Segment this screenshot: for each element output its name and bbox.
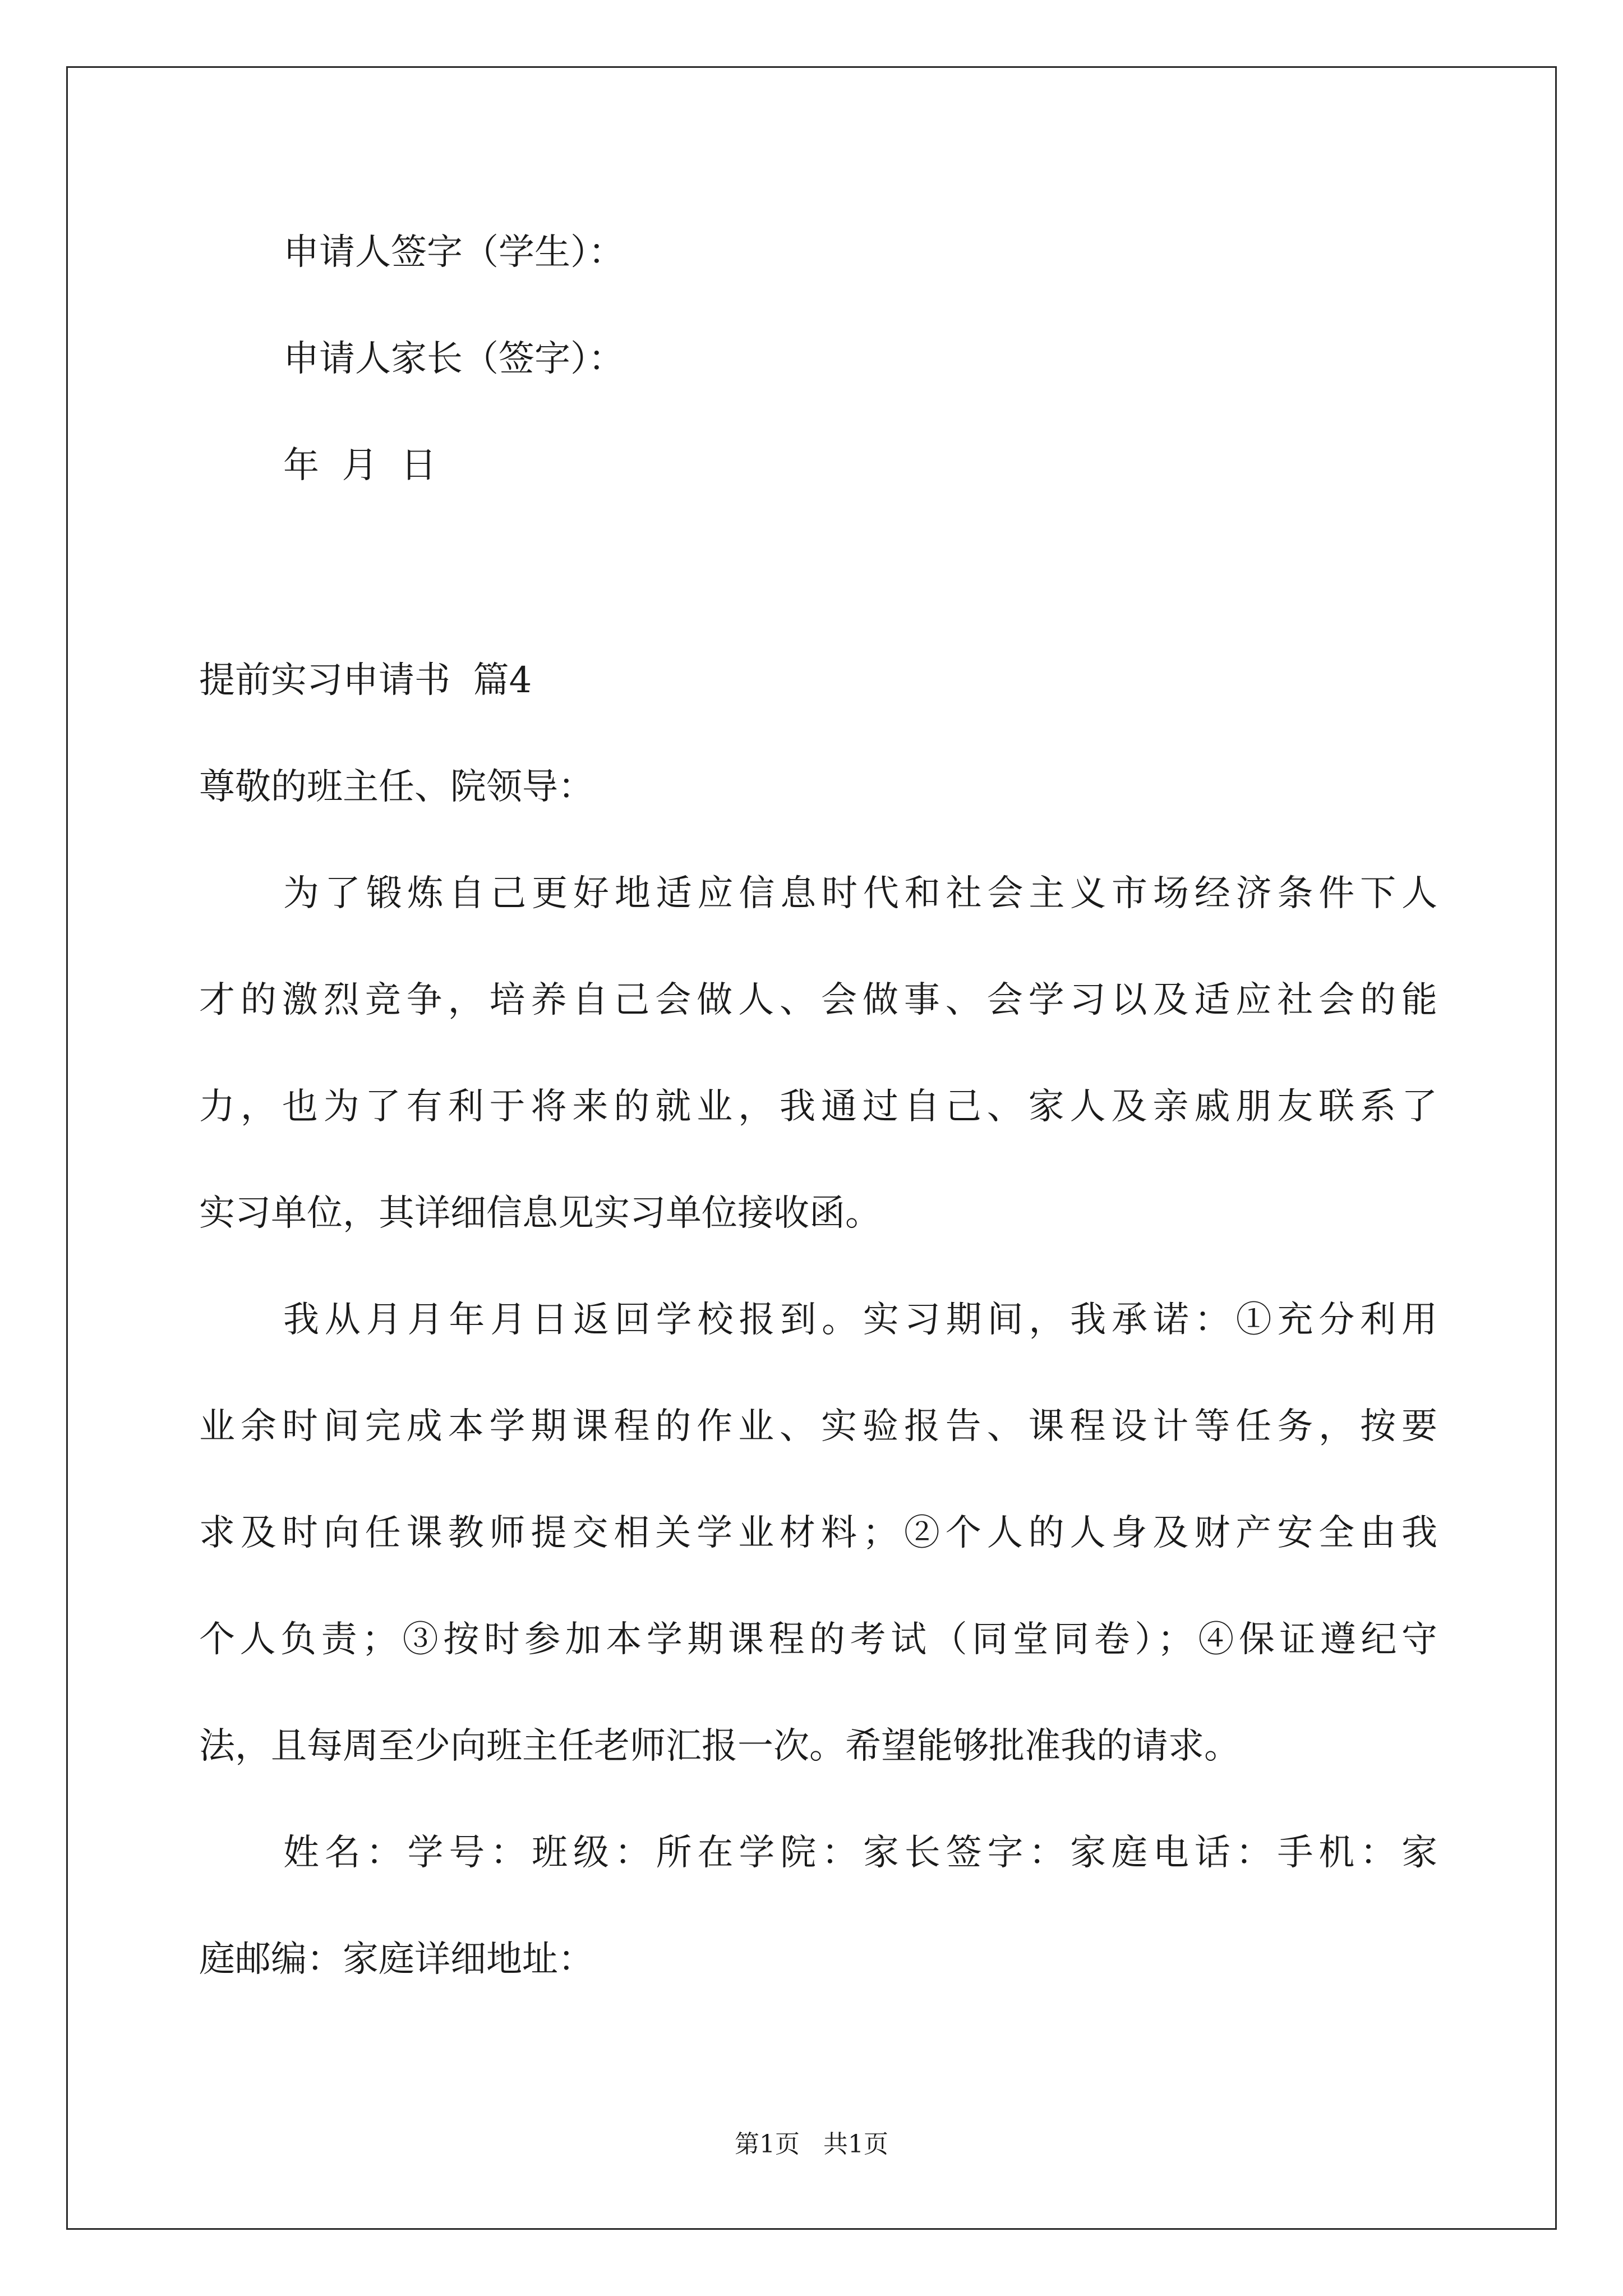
parent-signature-line: 申请人家长（签字）： [283,338,624,380]
paragraph1-line: 实习单位，其详细信息见实习单位接收函。 [199,1193,881,1234]
paragraph3-line: 庭邮编：家庭详细地址： [199,1939,594,1980]
paragraph3-line: 姓名：学号：班级：所在学院：家长签字：家庭电话：手机：家 [283,1832,1437,1874]
student-signature-line: 申请人签字（学生）： [283,232,624,273]
paragraph2-line: 个人负责；③按时参加本学期课程的考试（同堂同卷）；④保证遵纪守 [199,1619,1437,1660]
date-line: 年 月 日 [283,445,437,486]
paragraph2-line: 法，且每周至少向班主任老师汇报一次。希望能够批准我的请求。 [199,1726,1240,1767]
paragraph1-line: 为了锻炼自己更好地适应信息时代和社会主义市场经济条件下人 [283,873,1437,914]
paragraph1-line: 才的激烈竞争，培养自己会做人、会做事、会学习以及适应社会的能 [199,979,1437,1021]
page-number-footer: 第1页 共1页 [735,2130,888,2159]
page-border [66,66,1557,2230]
paragraph2-line: 业余时间完成本学期课程的作业、实验报告、课程设计等任务，按要 [199,1406,1437,1447]
section-title: 提前实习申请书 篇4 [199,660,532,701]
paragraph2-line: 我从月月年月日返回学校报到。实习期间，我承诺：①充分利用 [283,1299,1437,1341]
paragraph1-line: 力，也为了有利于将来的就业，我通过自己、家人及亲戚朋友联系了 [199,1086,1437,1128]
paragraph2-line: 求及时向任课教师提交相关学业材料；②个人的人身及财产安全由我 [199,1512,1437,1554]
salutation: 尊敬的班主任、院领导： [199,766,594,808]
